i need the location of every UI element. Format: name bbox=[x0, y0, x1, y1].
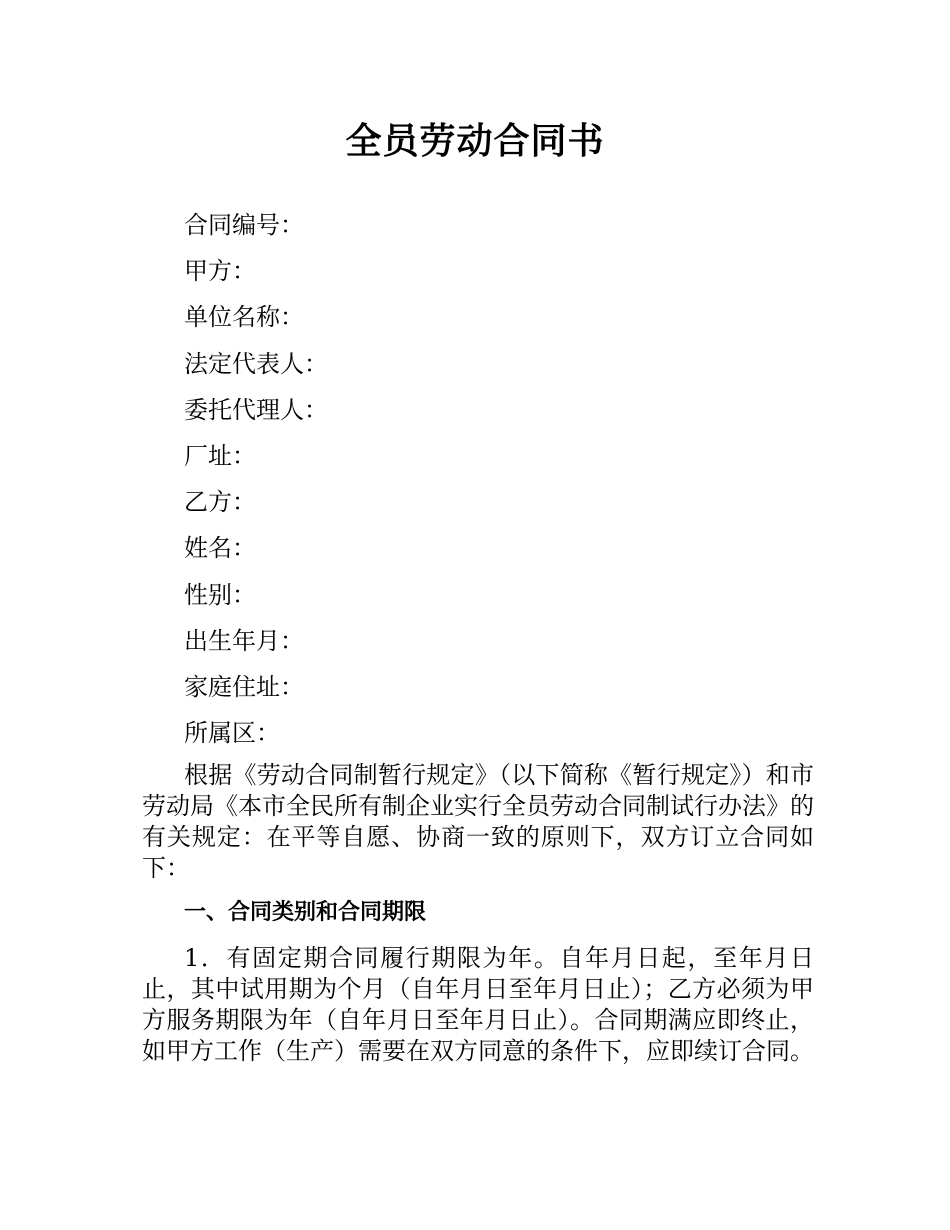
intro-paragraph: 根据《劳动合同制暂行规定》（以下简称《暂行规定》）和市劳动局《本市全民所有制企业实行全员劳动合同制试行办法》的有关规定：在平等自愿、协商一致的原则下，双方订立合同如下： bbox=[142, 761, 814, 882]
field-contract-number: 合同编号： bbox=[184, 211, 304, 239]
clause-paragraph: 1．有固定期合同履行期限为年。自年月日起，至年月日止，其中试用期为个月（自年月日至年月日止）；乙方必须为甲方服务期限为年（自年月日至年月日止）。合同期满应即终止，如甲方工作（生产）需要在双方同意的条件下，应即续订合同。 bbox=[142, 944, 814, 1065]
field-party-a: 甲方： bbox=[184, 257, 256, 286]
field-birth-date: 出生年月： bbox=[184, 626, 304, 655]
field-party-b: 乙方： bbox=[184, 488, 256, 517]
contract-fields bbox=[184, 202, 784, 756]
field-legal-representative: 法定代表人： bbox=[184, 349, 328, 378]
field-district: 所属区： bbox=[184, 719, 280, 748]
field-name: 姓名： bbox=[184, 534, 256, 563]
section-heading: 一、合同类别和合同期限 bbox=[184, 900, 427, 925]
document-title: 全员劳动合同书 bbox=[345, 121, 605, 162]
field-company-name: 单位名称： bbox=[184, 303, 304, 332]
field-home-address: 家庭住址： bbox=[184, 672, 304, 701]
field-authorized-agent: 委托代理人： bbox=[184, 395, 328, 424]
field-gender: 性别： bbox=[184, 580, 256, 609]
field-factory-address: 厂址： bbox=[184, 441, 256, 470]
